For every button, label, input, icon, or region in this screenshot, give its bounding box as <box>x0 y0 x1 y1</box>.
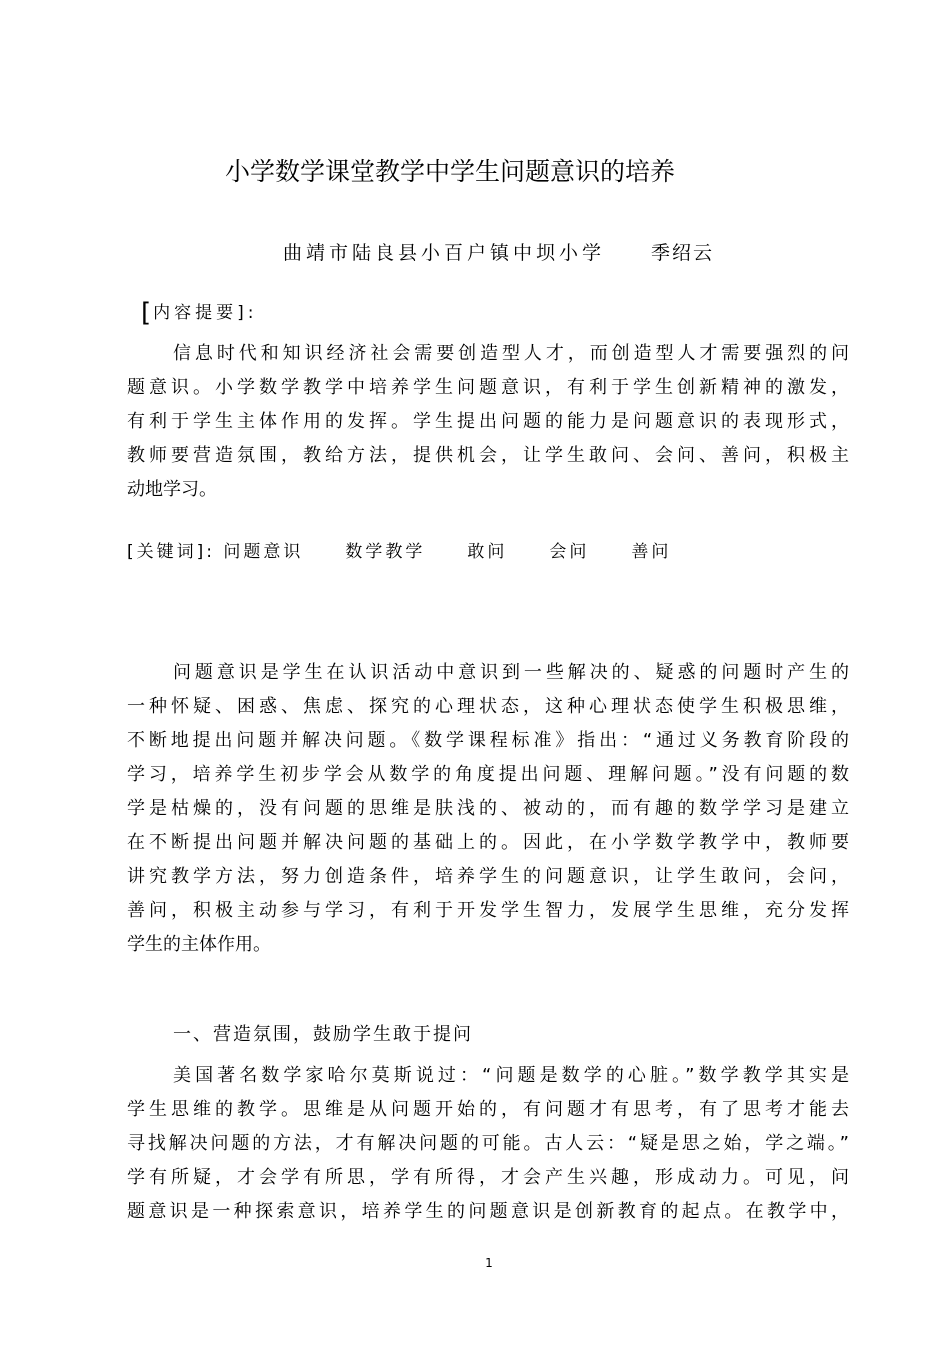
abstract-heading <box>141 296 258 330</box>
body-line: 学生的主体作用。 <box>127 934 271 955</box>
abstract-line: 信息时代和知识经济社会需要创造型人才，而创造型人才需要强烈的问 <box>173 343 849 364</box>
abstract-heading-label: 内容提要]: <box>153 303 258 323</box>
keyword: 问题意识 <box>223 542 304 562</box>
section-heading: 一、营造氛围，鼓励学生敢于提问 <box>173 1024 473 1045</box>
body-line: 寻找解决问题的方法，才有解决问题的可能。古人云：“疑是思之始，学之端。” <box>127 1133 849 1154</box>
abstract-line: 动地学习。 <box>127 479 217 500</box>
author-name: 季绍云 <box>651 242 715 264</box>
body-line: 题意识是一种探索意识，培养学生的问题意识是创新教育的起点。在教学中， <box>127 1201 849 1222</box>
school-name: 曲靖市陆良县小百户镇中坝小学 <box>283 242 606 264</box>
keywords-line <box>127 535 671 569</box>
body-line: 学有所疑，才会学有所思，学有所得，才会产生兴趣，形成动力。可见，问 <box>127 1167 849 1188</box>
body-line: 不断地提出问题并解决问题。《数学课程标准》指出：“通过义务教育阶段的 <box>127 730 849 751</box>
body-line: 在不断提出问题并解决问题的基础上的。因此，在小学数学教学中，教师要 <box>127 832 849 853</box>
body-line: 学是枯燥的，没有问题的思维是肤浅的、被动的，而有趣的数学学习是建立 <box>127 798 849 819</box>
section-heading-1-wrap <box>127 1018 849 1052</box>
keyword: 会问 <box>549 542 590 562</box>
page-number: 1 <box>485 1256 493 1270</box>
keyword: 敢问 <box>467 542 508 562</box>
body-line: 讲究教学方法，努力创造条件，培养学生的问题意识，让学生敢问，会问， <box>127 866 849 887</box>
body-line: 善问，积极主动参与学习，有利于开发学生智力，发展学生思维，充分发挥 <box>127 900 849 921</box>
body-paragraph-2 <box>127 1059 849 1229</box>
keywords-label: [关键词]: <box>127 542 215 562</box>
document-title: 小学数学课堂教学中学生问题意识的培养 <box>224 157 675 186</box>
body-line: 一种怀疑、困惑、焦虑、探究的心理状态，这种心理状态使学生积极思维， <box>127 696 849 717</box>
abstract-line: 题意识。小学数学教学中培养学生问题意识，有利于学生创新精神的激发， <box>127 377 849 398</box>
abstract-line: 教师要营造氛围，教给方法，提供机会，让学生敢问、会问、善问，积极主 <box>127 445 849 466</box>
author-line <box>283 238 714 265</box>
abstract-bracket: [ <box>141 298 152 328</box>
body-line: 问题意识是学生在认识活动中意识到一些解决的、疑惑的问题时产生的 <box>173 662 849 683</box>
keyword: 善问 <box>631 542 672 562</box>
body-line: 学习，培养学生初步学会从数学的角度提出问题、理解问题。”没有问题的数 <box>127 764 849 785</box>
abstract-body <box>127 337 849 507</box>
body-line: 学生思维的教学。思维是从问题开始的，有问题才有思考，有了思考才能去 <box>127 1099 849 1120</box>
body-line: 美国著名数学家哈尔莫斯说过：“问题是数学的心脏。”数学教学其实是 <box>173 1065 849 1086</box>
body-paragraph-1 <box>127 656 849 962</box>
keyword: 数学教学 <box>345 542 426 562</box>
abstract-line: 有利于学生主体作用的发挥。学生提出问题的能力是问题意识的表现形式， <box>127 411 849 432</box>
